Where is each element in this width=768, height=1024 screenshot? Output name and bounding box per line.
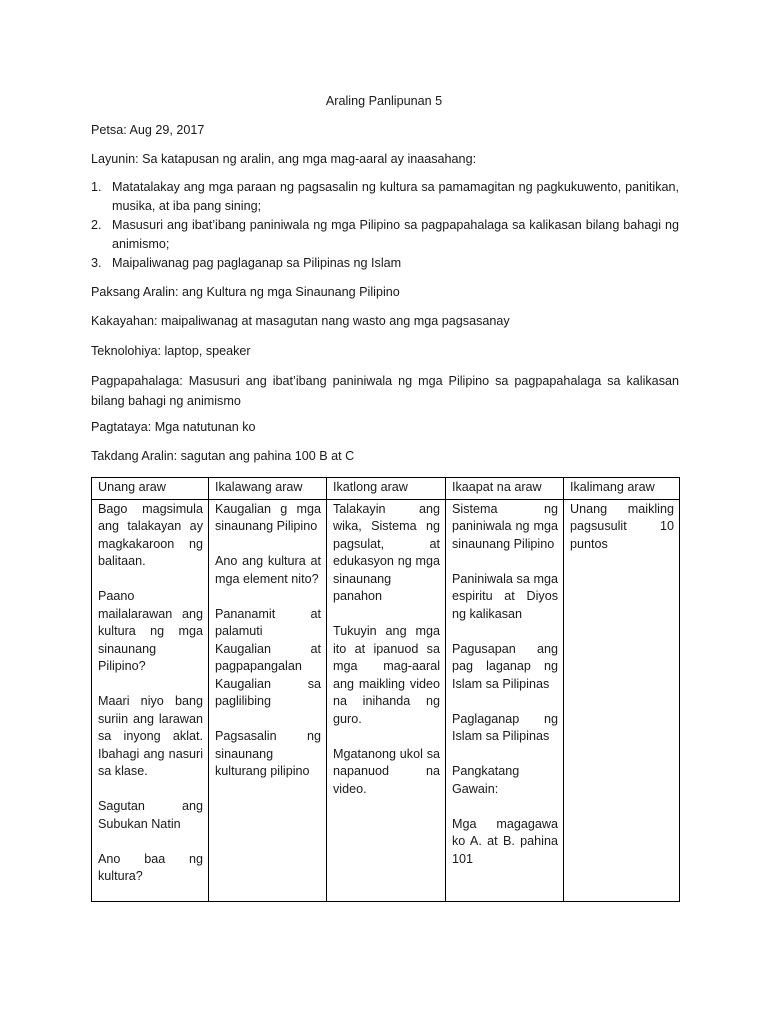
pagpapahalaga-paragraph: Pagpapahalaga: Masusuri ang ibat’ibang paniniwala ng mga Pilipino sa pagpapahalaga sa kalikasan bilang bahagi ng animismo (91, 374, 679, 408)
header-day-2: Ikalawang araw (209, 478, 327, 500)
cell-paragraph: Pananamit at palamuti Kaugalian at pagpapangalan Kaugalian sa paglilibing (215, 606, 321, 708)
objective-item (91, 178, 679, 216)
cell-day-5 (564, 499, 680, 901)
cell-paragraph: Paglaganap ng Islam sa Pilipinas (452, 711, 558, 743)
cell-paragraph: Pagusapan ang pag laganap ng Islam sa Pilipinas (452, 641, 558, 691)
cell-paragraph: Ano baa ng kultura? (98, 851, 203, 883)
cell-paragraph: Pagsasalin ng sinaunang kulturang pilipino (215, 729, 321, 778)
objective-number: 1. (91, 180, 102, 194)
objective-text: Matatalakay ang mga paraan ng pagsasalin ng kultura sa pamamagitan ng pagkukuwento, panitikan, musika, at iba pang sining; (112, 180, 679, 213)
cell-paragraph: Mga magagawa ko A. at B. pahina 101 (452, 816, 558, 866)
takdang-aralin-line: Takdang Aralin: sagutan ang pahina 100 B at C (91, 449, 355, 463)
objectives-list (91, 178, 679, 273)
objective-number: 3. (91, 256, 102, 270)
cell-paragraph: Tukuyin ang mga ito at ipanuod sa mga mag-aaral ang maikling video na inihanda ng guro. (333, 624, 440, 726)
cell-paragraph: Mgatanong ukol sa napanuod na video. (333, 746, 440, 796)
kakayahan-line: Kakayahan: maipaliwanag at masagutan nang wasto ang mga pagsasanay (91, 314, 510, 328)
document-title: Araling Panlipunan 5 (325, 94, 443, 108)
paksa-line: Paksang Aralin: ang Kultura ng mga Sinaunang Pilipino (91, 285, 400, 299)
header-day-3: Ikatlong araw (327, 478, 446, 500)
cell-day-2 (209, 499, 327, 901)
table-header-row (92, 478, 680, 500)
cell-day-4 (446, 499, 564, 901)
cell-paragraph: Maari niyo bang suriin ang larawan sa inyong aklat. Ibahagi ang nasuri sa klase. (98, 694, 203, 778)
cell-paragraph: Sistema ng paniniwala ng mga sinaunang Pilipino (452, 501, 558, 551)
cell-paragraph: Ano ang kultura at mga element nito? (215, 554, 321, 586)
header-day-1: Unang araw (92, 478, 209, 500)
cell-paragraph: Paano mailalarawan ang kultura ng mga sinaunang Pilipino? (98, 589, 203, 673)
cell-paragraph: Unang maikling pagsusulit 10 puntos (570, 501, 674, 551)
objective-item (91, 216, 679, 254)
pagtataya-line: Pagtataya: Mga natutunan ko (91, 420, 256, 434)
cell-paragraph: Kaugalian g mga sinaunang Pilipino (215, 501, 321, 533)
cell-paragraph: Pangkatang Gawain: (452, 764, 520, 796)
objective-number: 2. (91, 218, 102, 232)
lesson-plan-table (91, 477, 680, 902)
cell-day-1 (92, 499, 209, 901)
cell-paragraph: Sagutan ang Subukan Natin (98, 799, 203, 831)
cell-day-3 (327, 499, 446, 901)
header-day-5: Ikalimang araw (564, 478, 680, 500)
objective-text: Maipaliwanag pag paglaganap sa Pilipinas ng Islam (112, 256, 402, 270)
cell-paragraph: Talakayin ang wika, Sistema ng pagsulat, at edukasyon ng mga sinaunang panahon (333, 501, 440, 603)
cell-paragraph: Bago magsimula ang talakayan ay magkakaroon ng balitaan. (98, 501, 203, 568)
objective-text: Masusuri ang ibat’ibang paniniwala ng mga Pilipino sa pagpapahalaga sa kalikasan bilang bahagi ng animismo; (112, 218, 679, 251)
objective-item (91, 254, 679, 273)
cell-paragraph: Paniniwala sa mga espiritu at Diyos ng kalikasan (452, 571, 558, 621)
header-day-4: Ikaapat na araw (446, 478, 564, 500)
layunin-line: Layunin: Sa katapusan ng aralin, ang mga mag-aaral ay inaasahang: (91, 152, 477, 166)
table-row (92, 499, 680, 901)
teknolohiya-line: Teknolohiya: laptop, speaker (91, 344, 251, 358)
petsa-line: Petsa: Aug 29, 2017 (91, 123, 205, 137)
